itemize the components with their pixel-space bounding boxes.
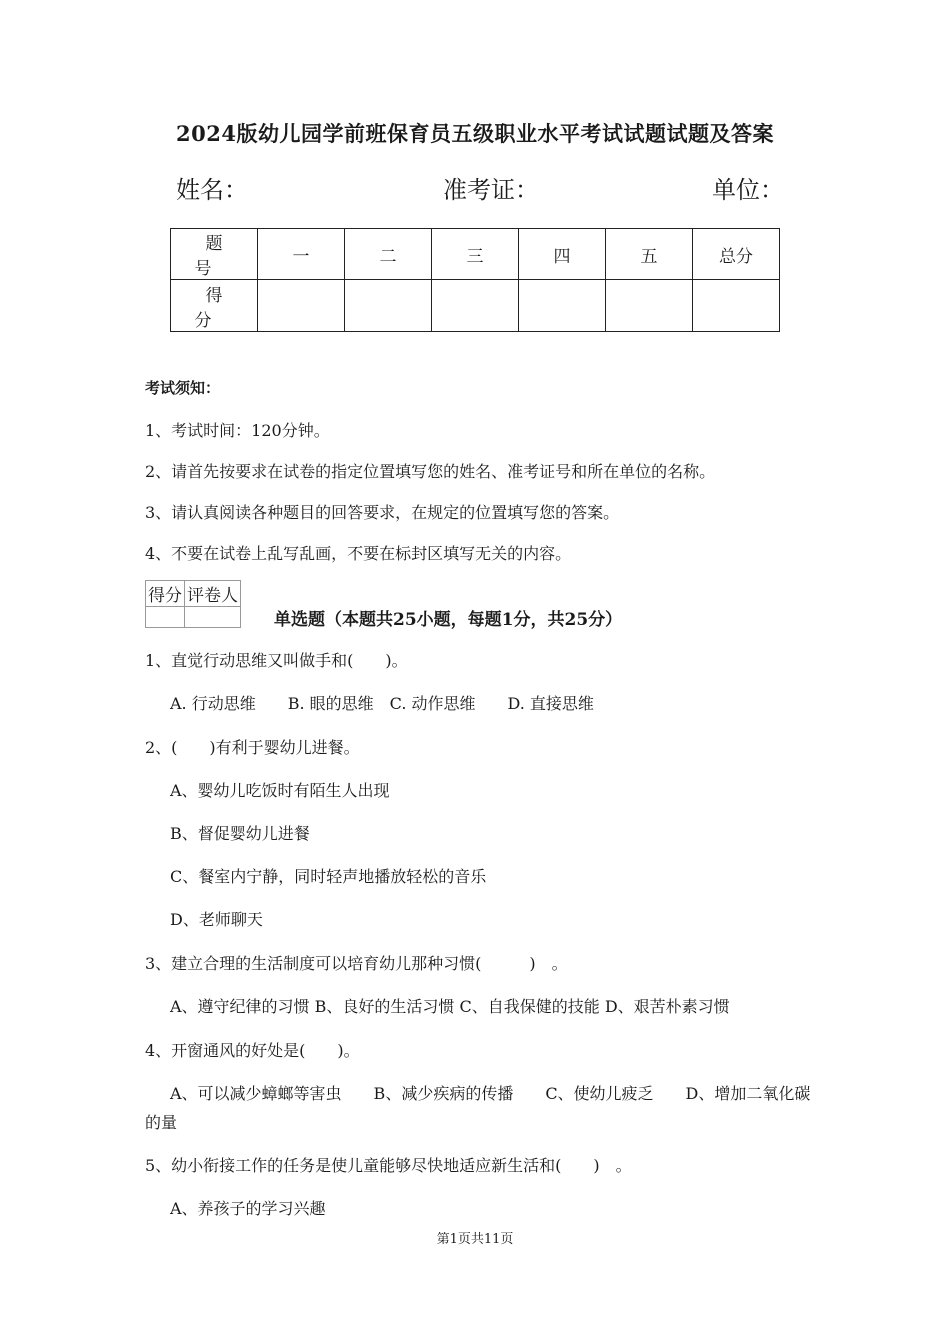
score-table-header-row <box>171 229 780 280</box>
score-header-cell: 五 <box>606 229 693 280</box>
question-options: A. 行动思维 B. 眼的思维 C. 动作思维 D. 直接思维 <box>170 694 594 713</box>
question-stem: 2、( )有利于婴幼儿进餐。 <box>145 738 360 757</box>
score-header-cell: 总分 <box>693 229 780 280</box>
question-options: A、遵守纪律的习惯 B、良好的生活习惯 C、自我保健的技能 D、艰苦朴素习惯 <box>170 997 730 1016</box>
notice-item: 4、不要在试卷上乱写乱画，不要在标封区填写无关的内容。 <box>145 544 572 563</box>
name-label: 姓名： <box>176 176 248 204</box>
question-option: D、老师聊天 <box>170 910 263 929</box>
question-options: A、可以减少蟑螂等害虫 B、减少疾病的传播 C、使幼儿疲乏 D、增加二氧化碳 <box>170 1084 811 1103</box>
unit-label: 单位： <box>712 176 784 204</box>
question-option: C、餐室内宁静，同时轻声地播放轻松的音乐 <box>170 867 487 886</box>
score-cell[interactable] <box>519 280 606 332</box>
exam-id-label: 准考证： <box>443 176 539 204</box>
question-options-wrap: 的量 <box>145 1113 178 1132</box>
question-stem: 4、开窗通风的好处是( )。 <box>145 1041 360 1060</box>
score-cell[interactable] <box>345 280 432 332</box>
score-header-cell: 四 <box>519 229 606 280</box>
notice-item: 3、请认真阅读各种题目的回答要求，在规定的位置填写您的答案。 <box>145 503 620 522</box>
document-title: 2024版幼儿园学前班保育员五级职业水平考试试题试题及答案 <box>176 121 774 146</box>
notice-item: 2、请首先按要求在试卷的指定位置填写您的姓名、准考证号和所在单位的名称。 <box>145 462 716 481</box>
question-stem: 5、幼小衔接工作的任务是使儿童能够尽快地适应新生活和( ) 。 <box>145 1156 632 1175</box>
score-cell[interactable] <box>606 280 693 332</box>
notice-item: 1、考试时间：120分钟。 <box>145 421 330 440</box>
question-stem: 3、建立合理的生活制度可以培育幼儿那种习惯( ) 。 <box>145 954 568 973</box>
notice-title: 考试须知： <box>145 379 221 397</box>
question-option: A、养孩子的学习兴趣 <box>170 1199 326 1218</box>
score-cell[interactable] <box>693 280 780 332</box>
question-stem: 1、直觉行动思维又叫做手和( )。 <box>145 651 408 670</box>
grader-score-label: 得分 <box>146 581 185 607</box>
question-option: A、婴幼儿吃饭时有陌生人出现 <box>170 781 390 800</box>
score-header-cell: 一 <box>258 229 345 280</box>
score-header-cell: 题号 <box>171 229 258 280</box>
grader-name-label: 评卷人 <box>185 581 241 607</box>
grader-score-cell[interactable] <box>146 607 185 628</box>
score-cell[interactable] <box>432 280 519 332</box>
score-header-cell: 二 <box>345 229 432 280</box>
score-cell[interactable] <box>258 280 345 332</box>
question-option: B、督促婴幼儿进餐 <box>170 824 310 843</box>
section-title: 单选题（本题共25小题，每题1分，共25分） <box>274 610 623 630</box>
score-table <box>170 228 780 332</box>
page-footer: 第1页共11页 <box>436 1232 514 1247</box>
score-header-cell: 三 <box>432 229 519 280</box>
score-row-label: 得分 <box>171 280 258 332</box>
grader-name-cell[interactable] <box>185 607 241 628</box>
grader-table <box>145 580 241 628</box>
score-table-score-row <box>171 280 780 332</box>
